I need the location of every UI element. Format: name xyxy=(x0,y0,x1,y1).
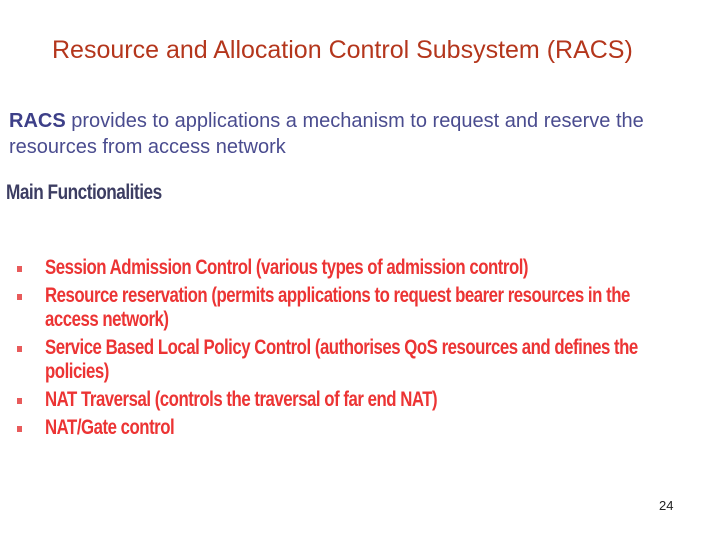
list-item xyxy=(17,256,717,280)
list-item-text: Session Admission Control (various types of admission control) xyxy=(45,256,529,279)
list-item xyxy=(17,416,717,440)
bullet-marker xyxy=(17,346,22,352)
list-item xyxy=(17,284,717,332)
list-item-text: NAT/Gate control xyxy=(45,416,175,439)
list-item-text: Service Based Local Policy Control (authorises QoS resources and defines the policies) xyxy=(45,336,638,383)
bullet-marker xyxy=(17,266,22,272)
bullet-marker xyxy=(17,398,22,404)
functionality-list xyxy=(17,256,717,444)
page-number: 24 xyxy=(659,498,674,513)
intro-paragraph xyxy=(9,108,699,160)
bullet-marker xyxy=(17,426,22,432)
list-item xyxy=(17,388,717,412)
intro-text: provides to applications a mechanism to request and reserve the resources from access network xyxy=(9,110,644,158)
list-item-text: Resource reservation (permits applications to request bearer resources in the access network) xyxy=(45,284,630,331)
list-item xyxy=(17,336,717,384)
bullet-marker xyxy=(17,294,22,300)
intro-lead: RACS xyxy=(9,110,66,132)
list-item-text: NAT Traversal (controls the traversal of far end NAT) xyxy=(45,388,438,411)
section-heading: Main Functionalities xyxy=(6,181,162,204)
slide-title: Resource and Allocation Control Subsystem (RACS) xyxy=(52,36,633,64)
